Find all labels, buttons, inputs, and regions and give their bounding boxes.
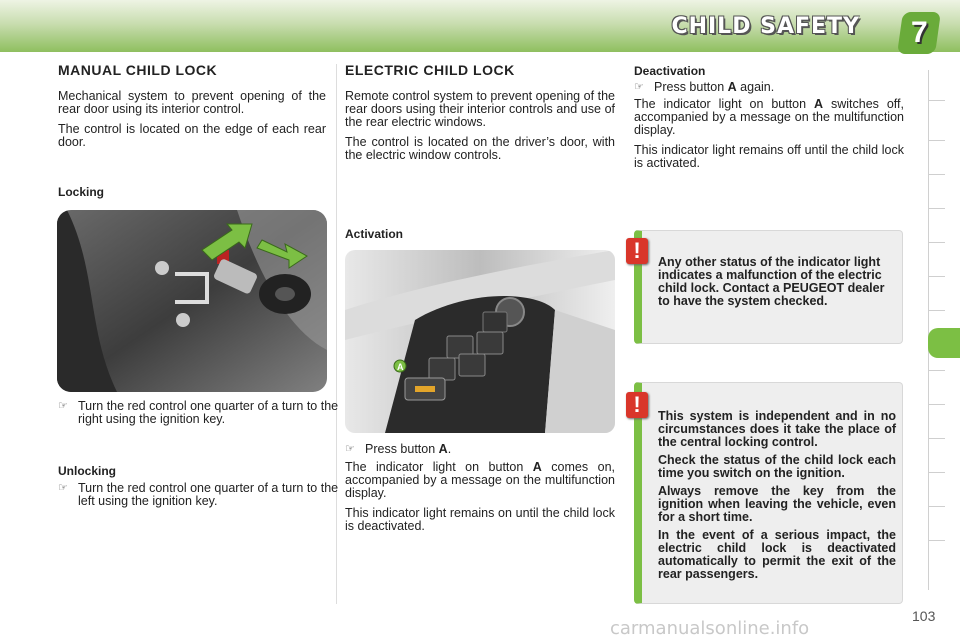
locking-title: Locking [58,185,105,199]
warning-paragraph: Check the status of the child lock each time you switch on the ignition. [658,453,896,480]
watermark: carmanualsonline.info [610,618,810,639]
activation-description [345,461,615,540]
activation-paragraph: This indicator light remains on until the child lock is deactivated. [345,506,615,533]
independence-warning-text [658,410,896,586]
button-a-ref: A [438,442,448,456]
pointing-hand-icon: ☞ [58,482,68,494]
manual-child-lock-title: MANUAL CHILD LOCK [58,62,218,78]
page-number: 103 [912,608,936,624]
deactivation-title: Deactivation [634,64,706,78]
locking-instruction-text: Turn the red control one quarter of a turn to the right using the ignition key. [78,399,339,426]
electric-intro [345,90,615,169]
deactivation-text-suffix: again. [736,80,775,94]
chapter-number: 7 [910,16,928,49]
activation-paragraph [345,461,615,500]
malfunction-warning-text: Any other status of the indicator light indicates a malfunction of the electric child lock. Contact a PEUGEOT dealer to have the system checked. [658,255,885,308]
active-chapter-tab [928,328,960,358]
pointing-hand-icon: ☞ [634,81,644,93]
exclamation-icon: ! [626,392,648,418]
deactivation-paragraph-prefix: The indicator light on button [634,97,815,111]
button-a-ref: A [532,460,542,474]
activation-text-suffix: . [447,442,452,456]
activation-title: Activation [345,227,404,241]
locking-instruction [58,400,344,426]
page-title: CHILD SAFETY [671,14,860,39]
pointing-hand-icon: ☞ [58,400,68,412]
unlocking-instruction [58,482,346,508]
window-controls-photo [345,250,615,433]
deactivation-paragraph [634,98,904,137]
window-controls-illustration [345,250,615,433]
button-a-ref: A [814,97,824,111]
rear-door-lock-photo [57,210,327,392]
electric-paragraph: Remote control system to prevent opening of the rear doors using their interior controls and use of the rear electric windows. [345,89,615,129]
electric-paragraph: The control is located on the driver’s door, with the electric window controls. [345,135,615,162]
activation-paragraph-prefix: The indicator light on button [345,460,533,474]
manual-intro [58,90,326,156]
deactivation-description [634,98,904,177]
activation-paragraph-suffix: comes on, accompanied by a message on the multifunction display. [345,460,615,500]
exclamation-icon: ! [626,238,648,264]
activation-instruction [345,443,633,456]
pointing-hand-icon: ☞ [345,443,355,455]
deactivation-text: Press button [654,80,728,94]
chapter-badge [897,12,941,54]
warning-paragraph: In the event of a serious impact, the electric child lock is deactivated automatically to permit the exit of the rear passengers. [658,528,896,581]
unlocking-instruction-text: Turn the red control one quarter of a turn to the left using the ignition key. [78,481,339,508]
unlocking-title: Unlocking [58,464,117,478]
electric-child-lock-title: ELECTRIC CHILD LOCK [345,62,515,78]
deactivation-paragraph-suffix: switches off, accompanied by a message on the multifunction display. [634,97,904,137]
manual-paragraph: Mechanical system to prevent opening of the rear door using its interior control. [58,89,326,116]
warning-paragraph: Always remove the key from the ignition when leaving the vehicle, even for a short time. [658,484,896,524]
deactivation-paragraph: This indicator light remains off until the child lock is activated. [634,143,904,170]
warning-paragraph: This system is independent and in no circumstances does it take the place of the central locking control. [658,409,896,449]
column-divider [336,64,337,604]
rear-door-lock-illustration [57,210,327,392]
button-a-ref: A [727,80,737,94]
activation-text: Press button [365,442,439,456]
deactivation-instruction [634,81,924,94]
manual-paragraph: The control is located on the edge of each rear door. [58,122,326,149]
button-a-label: A [397,362,404,372]
